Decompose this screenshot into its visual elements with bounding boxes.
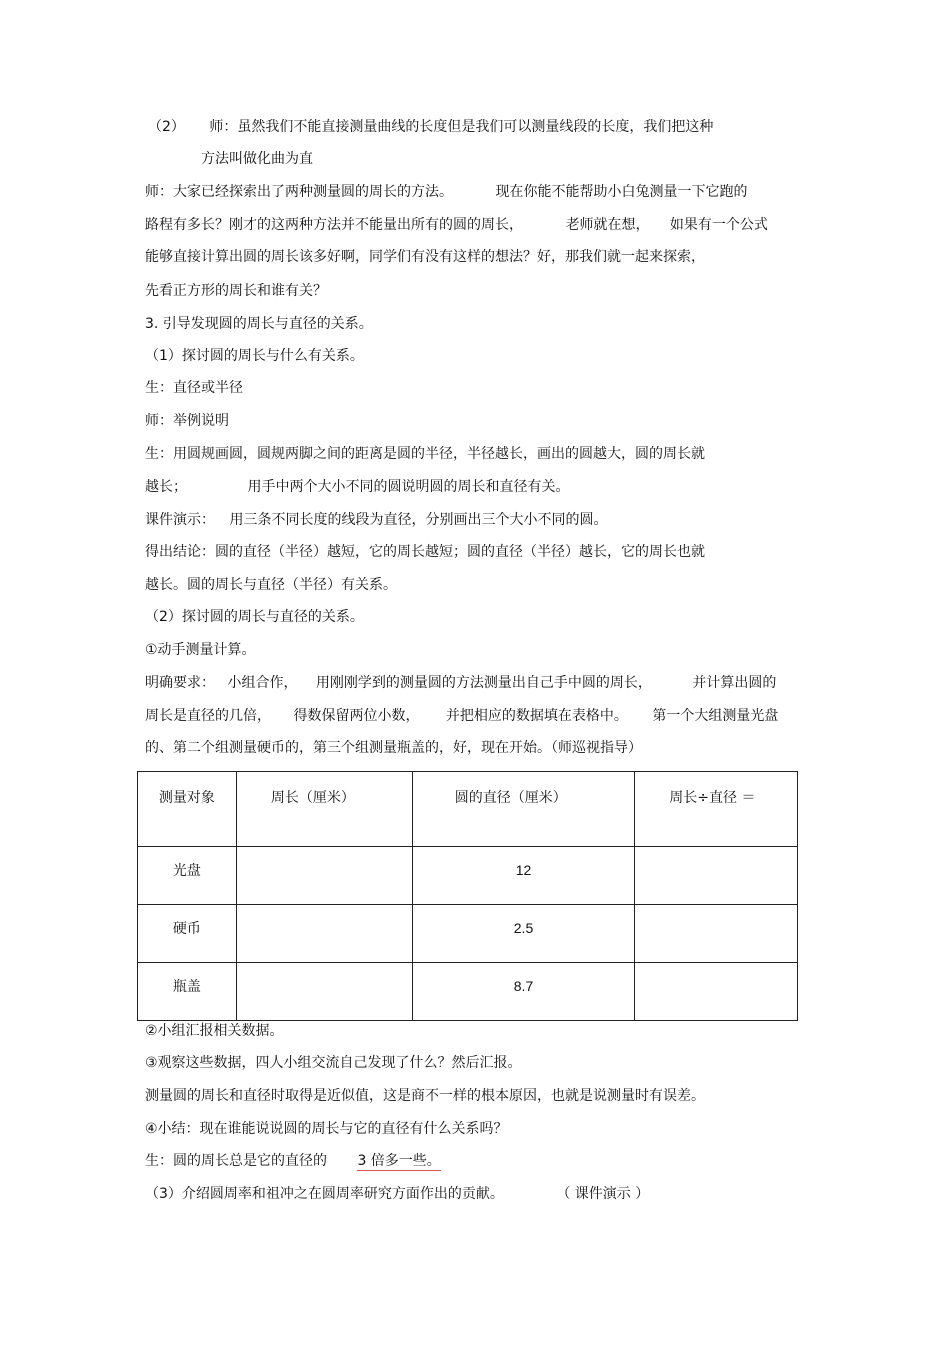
- paragraph: 得出结论：圆的直径（半径）越短，它的周长越短；圆的直径（半径）越长，它的周长也就: [145, 544, 705, 560]
- table-header-row: [138, 772, 798, 847]
- measurement-table: [137, 771, 798, 1021]
- paragraph: 越长； 用手中两个大小不同的圆说明圆的周长和直径有关。: [145, 479, 570, 495]
- paragraph: 能够直接计算出圆的周长该多好啊，同学们有没有这样的想法？好，那我们就一起来探索，: [145, 249, 705, 265]
- paragraph: ③观察这些数据，四人小组交流自己发现了什么？然后汇报。: [145, 1055, 522, 1071]
- paragraph: 先看正方形的周长和谁有关？: [145, 283, 327, 299]
- table-cell: [236, 847, 412, 905]
- underlined-answer: 3 倍多一些。: [357, 1153, 441, 1169]
- paragraph: 师：大家已经探索出了两种测量圆的周长的方法。 现在你能不能帮助小白兔测量一下它跑的: [145, 184, 748, 200]
- section-heading: 3. 引导发现圆的周长与直径的关系。: [145, 316, 373, 332]
- paragraph: 测量圆的周长和直径时取得是近似值，这是商不一样的根本原因，也就是说测量时有误差。: [145, 1088, 705, 1104]
- paragraph: 课件演示： 用三条不同长度的线段为直径，分别画出三个大小不同的圆。: [145, 512, 608, 528]
- table-row: [138, 963, 798, 1021]
- paragraph: （3）介绍圆周率和祖冲之在圆周率研究方面作出的贡献。 （ 课件演示 ）: [145, 1186, 650, 1202]
- table-cell: [635, 963, 798, 1021]
- paragraph: 生：用圆规画圆，圆规两脚之间的距离是圆的半径，半径越长，画出的圆越大，圆的周长就: [145, 446, 705, 462]
- sub-heading: （2）探讨圆的周长与直径的关系。: [145, 609, 364, 625]
- paragraph: 明确要求： 小组合作， 用刚刚学到的测量圆的方法测量出自己手中圆的周长， 并计算出圆的: [145, 675, 777, 691]
- table-cell: [635, 905, 798, 963]
- table-cell: [635, 847, 798, 905]
- table-row: [138, 847, 798, 905]
- table-cell: 光盘: [138, 847, 237, 905]
- table-cell: 2.5: [412, 905, 635, 963]
- paragraph: ②小组汇报相关数据。: [145, 1023, 284, 1039]
- sub-heading: （1）探讨圆的周长与什么有关系。: [145, 348, 364, 364]
- paragraph: 生：圆的周长总是它的直径的 3 倍多一些。: [145, 1153, 441, 1169]
- paragraph: 周长是直径的几倍， 得数保留两位小数， 并把相应的数据填在表格中。 第一个大组测量光盘: [145, 708, 779, 724]
- paragraph: 越长。圆的周长与直径（半径）有关系。: [145, 577, 397, 593]
- table-cell: [236, 905, 412, 963]
- paragraph: ④小结：现在谁能说说圆的周长与它的直径有什么关系吗？: [145, 1121, 508, 1137]
- table-cell: 硬币: [138, 905, 237, 963]
- table-cell: [236, 963, 412, 1021]
- table-cell: 12: [412, 847, 635, 905]
- table-row: [138, 905, 798, 963]
- paragraph: 师：举例说明: [145, 413, 229, 429]
- table-header-cell: 周长÷直径 ＝: [635, 772, 798, 847]
- paragraph: 的、第二个组测量硬币的，第三个组测量瓶盖的，好，现在开始。（师巡视指导）: [145, 740, 642, 756]
- table-header-cell: 测量对象: [138, 772, 237, 847]
- paragraph: 方法叫做化曲为直: [201, 151, 313, 167]
- table-cell: 8.7: [412, 963, 635, 1021]
- table-header-cell: 圆的直径（厘米）: [412, 772, 635, 847]
- paragraph: 生：直径或半径: [145, 380, 243, 396]
- paragraph: ①动手测量计算。: [145, 642, 256, 658]
- paragraph: （2） 师：虽然我们不能直接测量曲线的长度但是我们可以测量线段的长度，我们把这种: [148, 119, 714, 135]
- table-header-cell: 周长（厘米）: [236, 772, 412, 847]
- table-cell: 瓶盖: [138, 963, 237, 1021]
- paragraph: 路程有多长？刚才的这两种方法并不能量出所有的圆的周长， 老师就在想， 如果有一个公式: [145, 217, 768, 233]
